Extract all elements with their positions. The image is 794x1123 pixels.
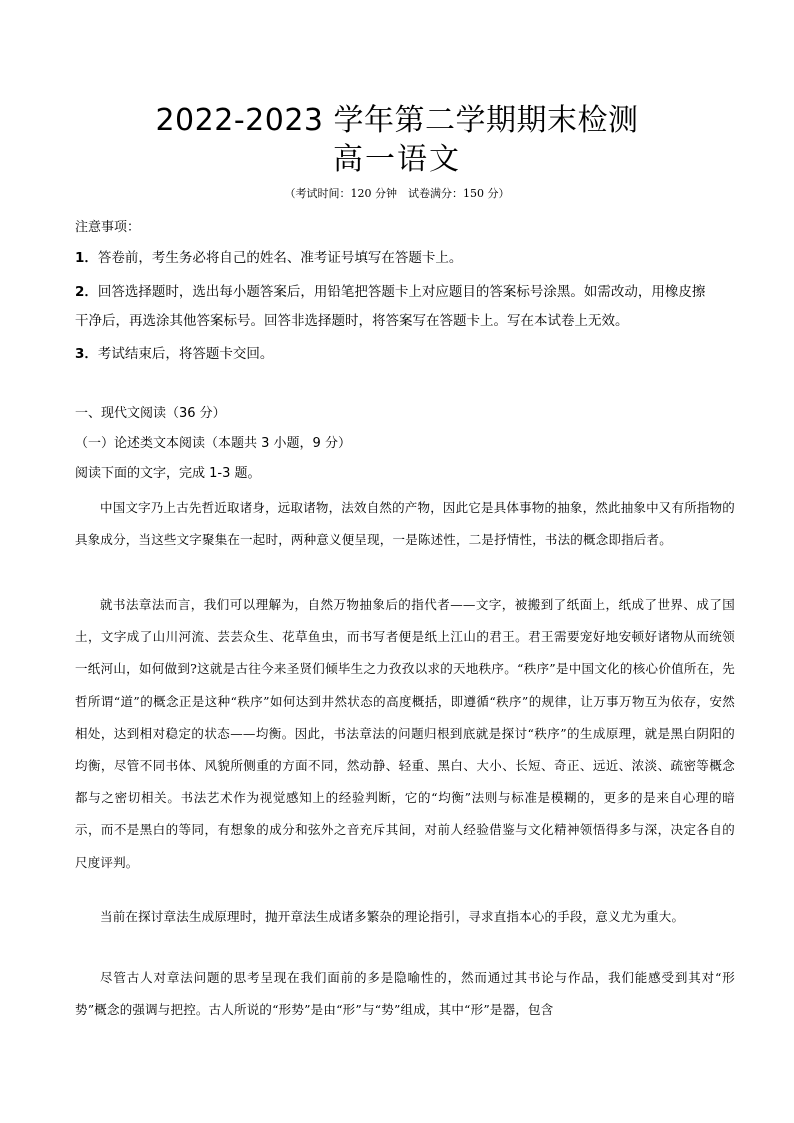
section-heading: 一、现代文阅读（36 分） bbox=[75, 406, 226, 421]
reading-instruction: 阅读下面的文字，完成 1-3 题。 bbox=[75, 466, 261, 481]
notice-item-2-continued: 干净后，再选涂其他答案标号。回答非选择题时，将答案写在答题卡上。写在本试卷上无效。 bbox=[75, 313, 629, 329]
passage-paragraph-4: 尽管古人对章法问题的思考呈现在我们面前的多是隐喻性的，然而通过其书论与作品，我们能感受到其对“形势”概念的强调与把控。古人所说的“形势”是由“形”与“势”组成，其中“形”是器，包含 bbox=[75, 970, 735, 1018]
notice-item-1 bbox=[75, 248, 735, 268]
passage-paragraph-2: 就书法章法而言，我们可以理解为，自然万物抽象后的指代者——文字，被搬到了纸面上，纸成了世界、成了国土，文字成了山川河流、芸芸众生、花草鱼虫，而书写者便是纸上江山的君王。君王需要宠好地安顿好诸物从而统领一纸河山，如何做到?这就是古往今来圣贤们倾毕生之力孜孜以求的天地秩序。“秩序”是中国文化的核心价值所在，先哲所谓“道”的概念正是这种“秩序”如何达到井然状态的高度概括，即遵循“秩序”的规律，让万事万物互为依存，安然相处，达到相对稳定的状态——均衡。因此，书法章法的问题归根到底就是探讨“秩序”的生成原理，就是黑白阴阳的均衡，尽管不同书体、风貌所侧重的方面不同，然动静、轻重、黑白、大小、长短、奇正、远近、浓淡、疏密等概念都与之密切相关。书法艺术作为视觉感知上的经验判断，它的“均衡”法则与标准是模糊的，更多的是来自心理的暗示，而不是黑白的等同，有想象的成分和弦外之音充斥其间，对前人经验借鉴与文化精神领悟得多与深，决定各自的尺度评判。 bbox=[75, 597, 735, 870]
notice-item-3 bbox=[75, 344, 735, 364]
notice-item-3-text: 考试结束后，将答题卡交回。 bbox=[97, 346, 274, 362]
notice-item-3-number: 3． bbox=[75, 346, 98, 362]
subsection-heading: （一）论述类文本阅读（本题共 3 小题，9 分） bbox=[75, 436, 351, 451]
notice-title: 注意事项： bbox=[75, 220, 141, 235]
notice-item-1-number: 1． bbox=[75, 250, 98, 266]
notice-item-2 bbox=[75, 282, 735, 302]
notice-item-2-text-line1: 回答选择题时，选出每小题答案后，用铅笔把答题卡上对应题目的答案标号涂黑。如需改动，用橡皮擦 bbox=[97, 284, 706, 300]
passage-paragraph-3: 当前在探讨章法生成原理时，抛开章法生成诸多繁杂的理论指引，寻求直指本心的手段，意义尤为重大。 bbox=[100, 909, 685, 924]
page-title: 2022-2023 学年第二学期期末检测 bbox=[155, 103, 639, 138]
exam-info: （考试时间：120 分钟 试卷满分：150 分） bbox=[284, 187, 510, 200]
notice-item-2-number: 2． bbox=[75, 284, 98, 300]
passage-paragraph-1: 中国文字乃上古先哲近取诸身，远取诸物，法效自然的产物，因此它是具体事物的抽象，然此抽象中又有所指物的具象成分，当这些文字聚集在一起时，两种意义便呈现，一是陈述性，二是抒情性，书法的概念即指后者。 bbox=[75, 500, 736, 548]
notice-item-1-text: 答卷前，考生务必将自己的姓名、准考证号填写在答题卡上。 bbox=[97, 250, 463, 266]
page-subtitle: 高一语文 bbox=[333, 142, 461, 177]
